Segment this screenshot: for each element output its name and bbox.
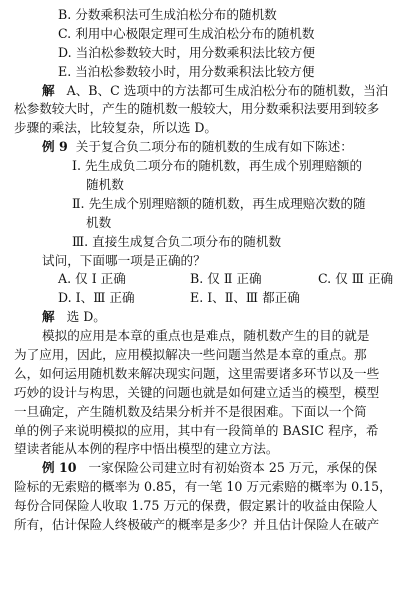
statement-3: Ⅲ. 直接生成复合负二项分布的随机数 (72, 233, 282, 249)
choice-b: B. 仅 Ⅱ 正确 (190, 271, 262, 287)
solution-2-text: 选 D。 (66, 309, 106, 325)
choice-e: E. Ⅰ、Ⅱ、Ⅲ 都正确 (190, 290, 300, 306)
example-10-line-4: 所有，估计保险人终极破产的概率是多少？并且估计保险人在破产 (14, 517, 380, 533)
example-10-label: 例 10 (42, 460, 77, 476)
solution-1-line-2: 松参数较大时，产生的随机数一般较大，用分数乘积法要用到较多 (14, 101, 380, 117)
option-d: D. 当泊松参数较大时，用分数乘积法比较方便 (58, 44, 315, 60)
example-10-first: 一家保险公司建立时有初始资本 25 万元，承保的保 (88, 460, 378, 476)
option-e: E. 当泊松参数较小时，用分数乘积法比较方便 (58, 63, 315, 79)
solution-1-line-3: 步骤的乘法，比较复杂，所以选 D。 (14, 120, 218, 136)
example-9-heading (14, 138, 408, 157)
option-b: B. 分数乘积法可生成泊松分布的随机数 (58, 7, 277, 22)
example-10-line-2: 险标的无索赔的概率为 0.85，有一笔 10 万元索赔的概率为 0.15， (14, 479, 392, 495)
example-9-question: 试问，下面哪一项是正确的？ (42, 252, 206, 268)
solution-text: A、B、C 选项中的方法都可生成泊松分布的随机数，当泊 (66, 82, 389, 98)
example-10-heading (14, 459, 408, 478)
example-9-label: 例 9 (42, 139, 68, 155)
example-9-intro: 关于复合负二项分布的随机数的生成有如下陈述： (75, 139, 353, 155)
choices-row-1 (14, 270, 408, 289)
statement-1: Ⅰ. 先生成负二项分布的随机数，再生成个别理赔额的 (72, 158, 363, 174)
paragraph-line-6: 单的例子来说明模拟的应用，其中有一段简单的 BASIC 程序，希 (14, 422, 379, 438)
option-c: C. 利用中心极限定理可生成泊松分布的随机数 (58, 25, 315, 41)
choice-a: A. 仅 Ⅰ 正确 (58, 271, 126, 287)
paragraph-line-3: 么，如何运用随机数来解决现实问题，这里需要诸多环节以及一些 (14, 365, 380, 381)
statement-2: Ⅱ. 先生成个别理赔额的随机数，再生成理赔次数的随 (72, 195, 366, 211)
choices-row-2 (14, 289, 408, 308)
paragraph-line-1: 模拟的应用是本章的重点也是难点，随机数产生的目的就是 (42, 328, 370, 344)
paragraph-line-7: 望读者能从本例的程序中悟出模型的建立方法。 (14, 441, 279, 457)
paragraph-line-5: 一旦确定，产生随机数及结果分析并不是很困难。下面以一个简 (14, 403, 367, 419)
choice-c: C. 仅 Ⅲ 正确 (318, 271, 394, 287)
example-10-line-3: 每份合同保险人收取 1.75 万元的保费，假定累计的收益由保险人 (14, 498, 378, 514)
paragraph-line-4: 巧妙的设计与构思，关键的问题也就是如何建立适当的模型，模型 (14, 384, 380, 400)
solution-label: 解 (42, 82, 55, 98)
statement-2-cont: 机数 (86, 214, 112, 230)
statement-1-cont: 随机数 (86, 177, 124, 193)
solution-2-label: 解 (42, 309, 55, 325)
choice-d: D. Ⅰ、Ⅲ 正确 (58, 290, 135, 306)
solution-1-line-1 (14, 82, 408, 101)
solution-2 (14, 308, 408, 327)
paragraph-line-2: 为了应用，因此，应用模拟解决一些问题当然是本章的重点。那 (14, 347, 367, 363)
